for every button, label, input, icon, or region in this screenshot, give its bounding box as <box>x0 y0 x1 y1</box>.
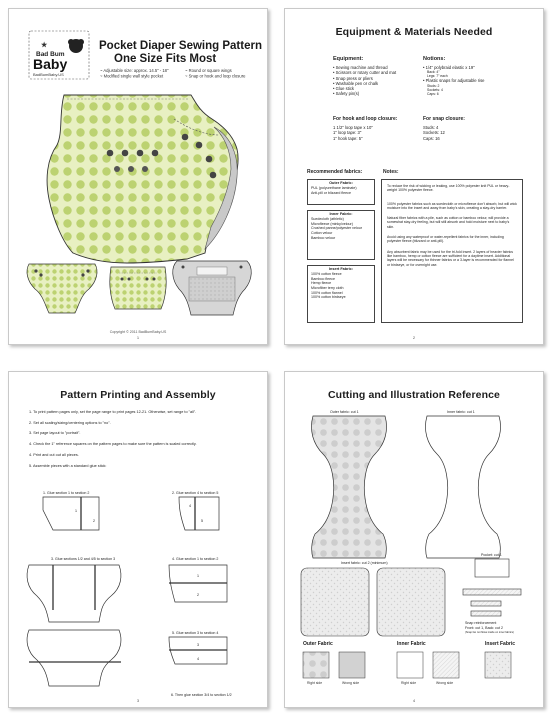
page-assembly <box>8 371 268 708</box>
inner-item: Bamboo velour <box>311 235 336 240</box>
notes-heading: Notes: <box>383 169 399 175</box>
insert-item: Hemp fleece <box>311 281 332 286</box>
note: Any absorbent fabric may be used for the tri-fold insert. 2 layers of heavier fabrics like bamboo, hemp or cotton fleece are sufficient for a daytime insert. Additional layers will be necessary for thinner fabrics or a 3-layer is recommended for flannel or birdseye, or for overnight use. <box>387 249 514 267</box>
hook-item: 1" hook tape: 5" <box>333 135 363 141</box>
page-number: 2 <box>412 335 416 340</box>
notion-sub: Caps: 6 <box>427 91 439 96</box>
step: 2. Set all scaling/sizing/centering options to "no". <box>29 420 111 425</box>
insert-item: Microfiber terry cloth <box>311 285 344 290</box>
equipment-item: • Safety pin(s) <box>333 91 360 97</box>
section-number: 3 <box>197 643 199 647</box>
outer-item: PUL (polyurethane laminate) <box>311 186 357 191</box>
cutting-diagrams <box>285 372 543 707</box>
cover-title-2: One Size Fits Most <box>114 53 217 65</box>
right-side-label: Right side <box>401 681 417 685</box>
snap-reinforcement-front <box>463 589 521 595</box>
logo <box>29 31 89 79</box>
page-number: 1 <box>136 335 140 340</box>
snap-label: Snap reinforcement <box>465 621 497 625</box>
hook-heading: For hook and loop closure: <box>333 116 398 122</box>
equipment-item: • Sewing machine and thread <box>333 65 388 71</box>
feature-3: ~ Round or square wings <box>185 68 232 73</box>
snap-note: (Snap fax not flows inside on inner fabrics) <box>465 631 514 634</box>
snap-item: Studs: 4 <box>423 125 439 131</box>
outer-item: Anti-pill or blizzard fleece <box>311 190 351 195</box>
inner-fabric-box <box>307 210 375 260</box>
inner-item: Suedecloth (athletic) <box>311 217 344 222</box>
page-equipment <box>284 8 544 345</box>
snap-item: Sockets: 12 <box>423 130 445 136</box>
page-number: 4 <box>412 698 416 703</box>
note: Avoid using any waterproof or water-repellent fabrics for the inner, including polyester fleece (blizzard or anti-pill). <box>387 235 504 244</box>
snap-reinforcement-back <box>471 611 501 616</box>
insert-fabric-box <box>307 265 375 323</box>
notion-sub: Legs: 7" each <box>427 74 448 79</box>
svg-text:Bad Bum: Bad Bum <box>36 51 65 58</box>
cover-title-1: Pocket Diaper Sewing Pattern <box>99 40 262 52</box>
fig-caption: 6. Then glue section 3/4 to section 1/2 <box>171 693 232 697</box>
step: 1. To print pattern pages only, set the page range to print pages 12-21. Otherwise, set range to "all". <box>29 410 197 414</box>
step: 5. Assemble pieces with a standard glue stick: <box>29 463 107 468</box>
recommended-heading: Recommended fabrics: <box>307 169 363 175</box>
wrong-side-label: Wrong side <box>436 681 454 685</box>
inner-item: Crushed panne/polyester velour <box>311 226 362 231</box>
inner-heading: Inner Fabric: <box>329 212 353 216</box>
equipment-section <box>333 57 423 96</box>
page-title: Cutting and Illustration Reference <box>328 389 500 401</box>
snap-item: Caps: 16 <box>423 135 440 141</box>
hook-item: 1" loop tape: 3" <box>333 130 362 136</box>
swatch-outer-wrong <box>339 652 365 678</box>
note: To reduce the risk of wicking or leaking, use 100% polyester knit PUL or heavy-weight 100% polyester fleece. <box>387 184 510 193</box>
inner-item: Cotton velour <box>311 230 333 235</box>
inner-item: Microfleece (minky/velour) <box>311 221 353 226</box>
notes-box <box>381 179 523 323</box>
insert-heading: Insert Fabric: <box>328 267 354 271</box>
notions-section <box>423 57 523 96</box>
equipment-item: • Snap press or pliers <box>333 75 373 81</box>
insert-item: 100% cotton birdseye <box>311 295 346 300</box>
step: 4. Check the 1" reference squares on the pattern pages to make sure the pattern is scaled correctly. <box>29 442 197 447</box>
inner-cut-label: Inner fabric: cut 1 <box>447 410 475 414</box>
outer-fabric-piece <box>311 416 386 558</box>
equipment-item: • Washable pen or chalk <box>333 80 379 86</box>
insert-piece <box>301 568 369 636</box>
cover-artwork <box>9 9 267 344</box>
page-number: 3 <box>136 698 140 703</box>
snap-heading: For snap closure: <box>423 116 465 122</box>
feature-4: ~ Snap or hook and loop closure <box>185 73 246 79</box>
step: 4. Print and cut out all pieces. <box>29 452 79 457</box>
insert-cut-label: Insert fabric: cut 2 (minimum) <box>341 561 388 565</box>
note: Natural fiber fabrics with a pile, such as cotton or bamboo velour, will provide a somewhat stay-dry feeling, but will still absorb and hold moisture next to baby's skin. <box>387 216 510 229</box>
step: 3. Set page layout to "portrait". <box>29 431 81 436</box>
diaper-back-view <box>27 264 97 313</box>
snap-cut-label: Front: cut 1, Back: cut 2 <box>465 626 503 630</box>
fig-caption: 1. Glue section 1 to section 2 <box>43 491 90 495</box>
notion-sub: Studs: 2 <box>427 83 440 88</box>
outer-fabric-box <box>307 179 375 205</box>
page-title: Pattern Printing and Assembly <box>60 389 216 401</box>
insert-item: 100% cotton flannel <box>311 290 343 295</box>
fig-caption: 2. Glue section 4 to section 5 <box>172 491 219 495</box>
hook-loop-section <box>333 117 423 141</box>
diaper-side-view <box>110 267 166 309</box>
insert-piece <box>377 568 445 636</box>
notions-heading: Notions: <box>423 56 446 62</box>
copyright: Copyright © 2011 BadBumBaby.US <box>109 330 167 334</box>
legend-outer: Outer Fabric <box>303 641 333 647</box>
notion-item: • Plastic snaps for adjustable rise <box>423 78 485 84</box>
section-number: 2 <box>93 519 95 523</box>
section-number: 1 <box>197 574 199 578</box>
pocket-piece <box>475 559 509 577</box>
outer-heading: Outer Fabric: <box>329 181 353 185</box>
outer-cut-label: Outer fabric: cut 1 <box>330 410 359 414</box>
inner-fabric-piece <box>425 416 500 558</box>
notion-sub: Sockets: 4 <box>427 87 443 92</box>
assembly-diagrams <box>9 372 267 707</box>
page-cover <box>8 8 268 345</box>
note: 100% polyester fabrics such as suedecloth or microfleece don't absorb, but will wick moisture into the insert and away from baby's skin, creating a stay-dry barrier. <box>387 201 517 210</box>
equipment-item: • Glue stick <box>333 86 355 92</box>
pocket-cut-label: Pocket: cut 1 <box>481 553 502 557</box>
swatch-insert <box>485 652 511 678</box>
insert-item: Bamboo fleece <box>311 276 335 281</box>
diaper-inner-view <box>173 261 252 315</box>
fig-caption: 3. Glue sections 1/2 and 4/5 to section 3 <box>51 557 116 561</box>
feature-1: ~ Adjustable size: approx. 14.5" - 18" <box>100 68 169 73</box>
section-number: 4 <box>189 504 191 508</box>
hook-item: 1 1/2" loop tape x 10" <box>333 125 373 131</box>
legend-inner: Inner Fabric <box>397 641 426 647</box>
section-number: 5 <box>201 519 203 523</box>
swatch-inner-right <box>397 652 423 678</box>
fig-caption: 4. Glue section 1 to section 2 <box>172 557 219 561</box>
section-number: 1 <box>75 509 77 513</box>
swatch-outer-right <box>303 652 329 678</box>
legend-insert: Insert Fabric <box>485 641 516 647</box>
page-cutting-reference <box>284 371 544 708</box>
main-diaper-illustration <box>47 95 238 263</box>
equipment-heading: Equipment: <box>333 56 364 62</box>
section-number: 4 <box>197 657 199 661</box>
page-title: Equipment & Materials Needed <box>335 26 493 38</box>
wrong-side-label: Wrong side <box>342 681 360 685</box>
right-side-label: Right side <box>307 681 323 685</box>
section-number: 2 <box>197 593 199 597</box>
notion-item: • 1/4" polybraid elastic x 19" <box>423 65 475 71</box>
svg-text:Baby: Baby <box>33 56 68 72</box>
feature-2: ~ Modified single wall style pocket <box>100 73 164 79</box>
logo-url: BadBumBaby.US <box>33 72 64 77</box>
fig-caption: 5. Glue section 3 to section 4 <box>172 631 219 635</box>
equipment-item: • Scissors or rotary cutter and mat <box>333 70 397 76</box>
snap-reinforcement-back <box>471 601 501 606</box>
notion-sub: Back: 4" <box>427 70 440 75</box>
snap-section <box>423 117 523 141</box>
insert-item: 100% cotton fleece <box>311 272 342 277</box>
svg-text:★: ★ <box>41 42 48 49</box>
swatch-inner-wrong <box>433 652 459 678</box>
